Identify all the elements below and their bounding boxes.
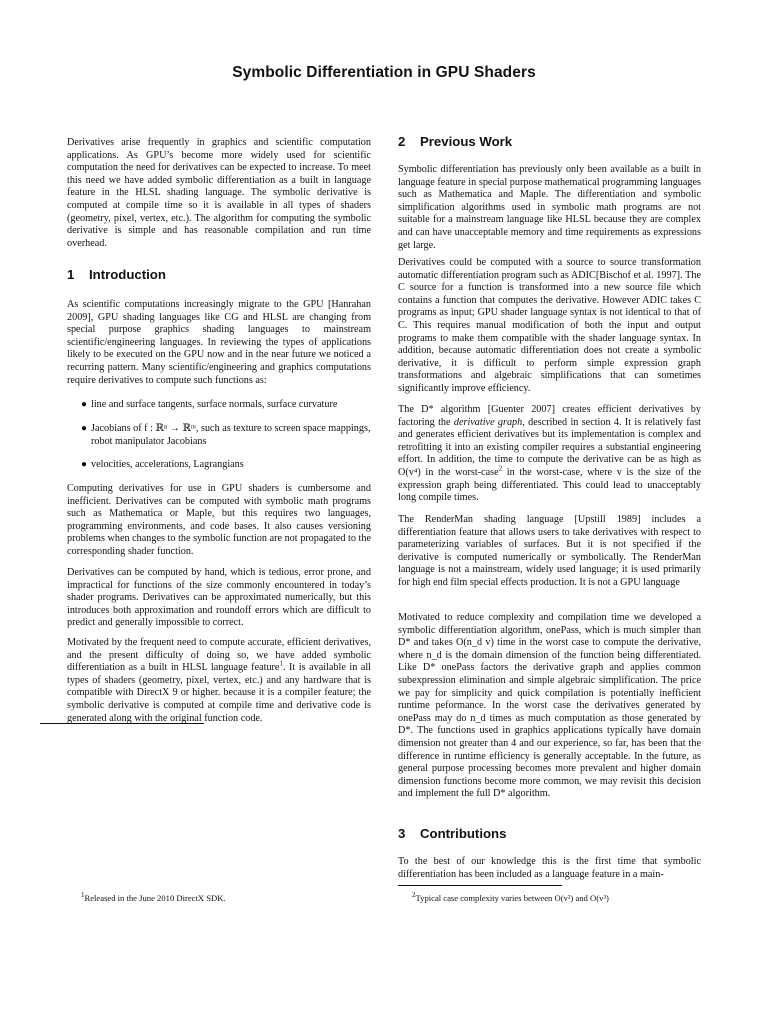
text-span: The D* algorithm [Guenter 2007] creates efficient derivatives by factoring the	[398, 404, 701, 428]
footnote-rule	[40, 723, 204, 724]
previous-work-paragraph-5	[398, 612, 701, 801]
previous-work-paragraph-4	[398, 514, 701, 590]
section-title: Introduction	[89, 267, 166, 282]
paragraph-text: To the best of our knowledge this is the first time that symbolic differentiation has been included as a language feature in a main-	[398, 856, 701, 880]
intro-paragraph-3	[67, 567, 371, 630]
text-span: . It is available in all types of shaders (geometry, pixel, vertex, etc.) and any hardware that is compatible with DirectX 9 or higher. because it is a compiler feature; the symbolic derivative is computed at compile time and derivative code is generated along with the original function code.	[67, 662, 371, 724]
footnote-text: Released in the June 2010 DirectX SDK.	[84, 893, 226, 903]
section-number: 2	[398, 134, 406, 149]
list-item	[81, 423, 371, 448]
section-number: 3	[398, 826, 406, 841]
paragraph-text: Derivatives could be computed with a source to source transformation automatic differentiation program such as ADIC[Bischof et al. 1997]. The C source for a function is transformed into a new source file which contains a function that computes the derivative. However ADIC takes C programs as input; GPU shader language syntax is not identical to that of C. This requires manual modification of both the input and output programs to make them compatible with the shader language syntax. In addition, because automatic differentiation does not create a symbolic derivative, it is difficult to perform simple expression graph transformations and algebraic simplifications that can sometimes significantly improve efficiency.	[398, 257, 701, 394]
section-heading-introduction	[67, 267, 166, 282]
footnote-text: Typical case complexity varies between O(v²) and O(v³)	[415, 893, 609, 903]
footnote-ref: 1	[279, 659, 283, 668]
paragraph-text: The RenderMan shading language [Upstill 1989] includes a differentiation feature that allows users to take derivatives with respect to parameterizing variables of surfaces. But it is not specified if the derivative is computed numerically or symbolically. The RenderMan language is not a mainstream, widely used language; it is used primarily for high end film special effects production. It is not a GPU language	[398, 514, 701, 588]
intro-paragraph-1	[67, 299, 371, 387]
bullet-icon: ●	[81, 423, 88, 434]
emphasis-text: derivative graph	[453, 416, 523, 428]
footnote-2	[412, 893, 609, 904]
footnote-1	[81, 893, 226, 904]
text-span: , described in section 4. It is relatively fast and generates efficient derivatives but its implementation is complex and retrofitting it into an existing compiler requires a substantial engineering effort. In addition, the time to compute the derivative can be as high as O(v⁴) in the worst-case	[398, 416, 701, 478]
list-item	[81, 459, 371, 472]
bullet-icon: ●	[81, 459, 88, 470]
abstract-text: Derivatives arise frequently in graphics and scientific computation applications. As GPU’s become more widely used for scientific computation the need for derivatives can be expected to increase. To meet this need we have added symbolic differentiation as a built in language feature in the HLSL shading language. The symbolic derivative is computed at compile time so it is available in all types of shaders (geometry, pixel, vertex, etc.). The algorithm for computing the symbolic derivative is simple and has reasonable compilation and run time overhead.	[67, 137, 371, 249]
text-span: Motivated by the frequent need to compute accurate, efficient derivatives, and the present difficulty of doing so, we have added symbolic differentiation as a built in HLSL language feature	[67, 637, 371, 674]
bullet-icon: ●	[81, 399, 88, 410]
footnote-mark: 2	[412, 891, 416, 900]
paragraph-text: Computing derivatives for use in GPU shaders is cumbersome and inefficient. Derivatives can be computed with symbolic math programs such as Mathematica or Maple, but this requires two languages, programming environments, and code bases. It also causes versioning problems when changes to the symbolic function are not propagated to the corresponding shader function.	[67, 483, 371, 557]
paragraph-text	[67, 637, 371, 725]
contributions-paragraph-1	[398, 856, 701, 881]
paragraph-text: Symbolic differentiation has previously only been available as a built in language feature in special purpose mathematical programming languages such as Mathematica and Maple. The differentiation and symbolic simplification algorithms used in symbolic math programs are not suitable for a mainstream language like HLSL because they are complex and can have unacceptable memory and time requirements as expressions get large.	[398, 164, 701, 251]
paper-title: Symbolic Differentiation in GPU Shaders	[232, 64, 536, 81]
section-heading-contributions	[398, 826, 506, 841]
list-item-text: Jacobians of f : ℝⁿ → ℝᵐ, such as texture to screen space mappings, robot manipulator Jacobians	[91, 423, 371, 447]
list-item-text: line and surface tangents, surface normals, surface curvature	[91, 399, 338, 410]
abstract	[67, 137, 371, 250]
paragraph-text	[398, 404, 701, 505]
section-title: Previous Work	[420, 134, 513, 149]
footnote-rule	[398, 885, 562, 886]
list-item-text: velocities, accelerations, Lagrangians	[91, 459, 244, 470]
intro-paragraph-4	[67, 637, 371, 725]
paragraph-text: Motivated to reduce complexity and compilation time we developed a symbolic differentiation algorithm, onePass, which is much simpler than D* and takes O(n_d v) time in the worst case to compute the derivative, where n_d is the domain dimension of the function being differentiated. Like D* onePass factors the derivative graph and applies common subexpression elimination and simple algebraic simplification. The price we pay for simplicity and quick compilation is potentially inefficient runtime peformance. In the worst case the derivatives generated by onePass may do n_d times as much computation as those generated by D*. The functions used in graphics applications typically have domain dimension not greater than 4 and our experience, so far, has been that the difference in runtime efficiency is generally acceptable. In the future, as general purpose processing becomes more prevalent and higher domain dimension functions become more common, we may revisit this decision and implement the full D* algorithm.	[398, 612, 701, 800]
section-number: 1	[67, 267, 75, 282]
paragraph-text: As scientific computations increasingly migrate to the GPU [Hanrahan 2009], GPU shading languages like CG and HLSL are changing from special purpose graphics shading languages to mainstream scientific/engineering languages. In reviewing the types of applications likely to be executed on the GPU now and in the near future we noticed a recurring pattern. Many scientific/engineering and graphics computations require derivatives to compute such functions as:	[67, 299, 371, 386]
footnote-ref: 2	[498, 464, 503, 473]
previous-work-paragraph-3	[398, 404, 701, 505]
previous-work-paragraph-1	[398, 164, 701, 252]
previous-work-paragraph-2	[398, 257, 701, 396]
text-span: in the worst-case, where v is the size of the expression graph being differentiated. This could lead to unacceptably long compile times.	[398, 466, 701, 504]
paragraph-text: Derivatives can be computed by hand, which is tedious, error prone, and impractical for functions of the size commonly encountered in today’s shader programs. Derivatives can be approximated numerically, but this introduces both approximation and roundoff errors which are difficult to predict and generally impossible to correct.	[67, 567, 371, 629]
intro-paragraph-2	[67, 483, 371, 559]
section-title: Contributions	[420, 826, 507, 841]
section-heading-previous-work	[398, 134, 512, 149]
list-item	[81, 399, 371, 412]
footnote-mark: 1	[81, 891, 85, 900]
